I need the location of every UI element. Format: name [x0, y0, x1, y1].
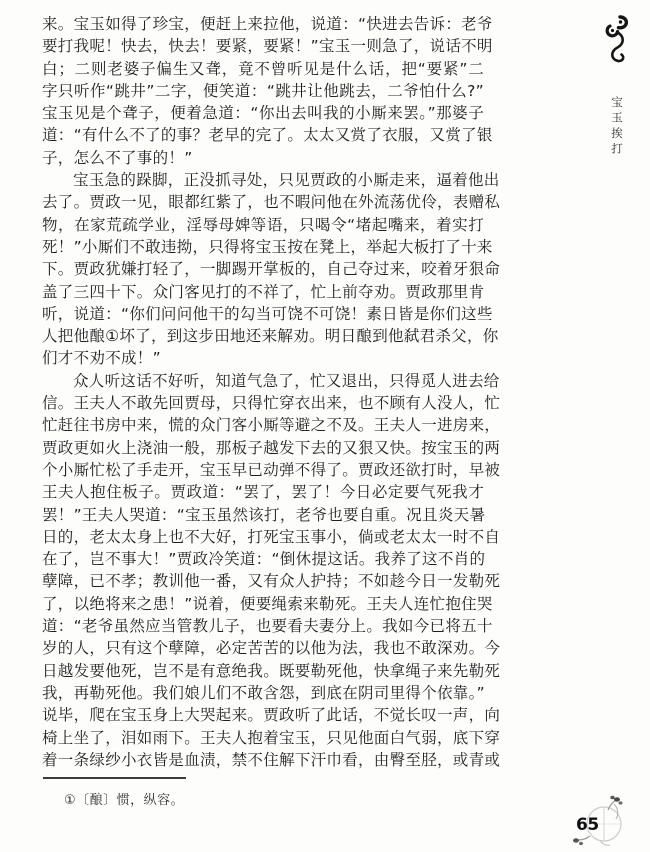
- text-line: 椅上坐了，泪如雨下。王夫人抱着宝玉，只见他面白气弱，底下穿: [42, 728, 501, 747]
- text-line: 忙赶往书房中来，慌的众门客小厮等避之不及。王夫人一进房来，: [42, 416, 501, 435]
- footnote-divider: [43, 777, 186, 779]
- text-line: 物，在家荒疏学业，淫辱母婢等语，只喝令“堵起嘴来，着实打: [42, 215, 484, 234]
- text-line: 岁的人，只有这个孽障，必定苦苦的以他为法，我也不敢深劝。今: [42, 639, 501, 658]
- text-line: 们才不劝不成！”: [42, 349, 161, 368]
- page-number: 65: [576, 815, 599, 835]
- text-line: 个小厮忙松了手走开，宝玉早已动弹不得了。贾政还欲打时，早被: [42, 460, 501, 479]
- text-line: 孽障，已不孝；教训他一番，又有众人护持；不如趁今日一发勒死: [42, 572, 501, 591]
- text-line: 人把他酿①坏了，到这步田地还来解劝。明日酿到他弑君杀父，你: [42, 327, 499, 346]
- footnote-text: ①〔酿〕惯，纵容。: [64, 793, 185, 808]
- text-line: 要打我呢！快去，快去！要紧，要紧！”宝玉一则急了，说话不明: [42, 37, 493, 56]
- text-line: 盖了三四十下。众门客见打的不祥了，忙上前夺劝。贾政那里肯: [42, 282, 485, 301]
- text-line: 来。宝玉如得了珍宝，便赶上来拉他，说道：“快进去告诉：老爷: [42, 15, 493, 33]
- text-line: 日越发要他死，岂不是有意绝我。既要勒死他，快拿绳子来先勒死: [42, 661, 501, 680]
- text-line: 在了，岂不事大！”贾政冷笑道：“倒休提这话。我养了这不肖的: [42, 550, 486, 569]
- text-line: 听，说道：“你们问问他干的勾当可饶不可饶！素日皆是你们这些: [42, 304, 493, 323]
- text-line: 众人听这话不好听，知道气急了，忙又退出，只得觅人进去给: [73, 371, 500, 390]
- body-text: [42, 13, 501, 771]
- header-flourish-icon: [599, 13, 635, 69]
- text-line: 宝玉急的跺脚，正没抓寻处，只见贾政的小厮走来，逼着他出: [73, 171, 500, 190]
- text-line: 贾政更如火上浇油一般，那板子越发下去的又狠又快。按宝玉的两: [42, 438, 501, 457]
- running-head: 宝玉挨打: [610, 96, 624, 158]
- text-line: 罢！”王夫人哭道：“宝玉虽然该打，老爷也要自重。况且炎天暑: [42, 505, 486, 524]
- text-line: 死！”小厮们不敢违拗，只得将宝玉按在凳上，举起大板打了十来: [42, 237, 493, 256]
- text-line: 说毕，爬在宝玉身上大哭起来。贾政听了此话，不觉长叹一声，向: [42, 706, 501, 725]
- text-line: 日的，老太太身上也不大好，打死宝玉事小，倘或老太太一时不自: [42, 527, 501, 546]
- text-line: 王夫人抱住板子。贾政道：“罢了，罢了！今日必定要气死我才: [42, 483, 484, 502]
- text-line: 下。贾政犹嫌打轻了，一脚踢开掌板的，自己夺过来，咬着牙狠命: [42, 260, 501, 279]
- page-number-ornament-icon: [556, 794, 646, 850]
- text-line: 子，怎么不了事的！”: [42, 148, 193, 167]
- text-line: 信。王夫人不敢先回贾母，只得忙穿衣出来，也不顾有人没人，忙: [42, 394, 501, 413]
- text-line: 道：“老爷虽然应当管教儿子，也要看夫妻分上。我如今已将五十: [42, 617, 493, 636]
- text-line: 着一条绿纱小衣皆是血渍，禁不住解下汗巾看，由臀至胫，或青或: [42, 750, 501, 769]
- text-line: 宝玉见是个聋子，便着急道：“你出去叫我的小厮来罢。”那婆子: [42, 104, 484, 123]
- text-line: 我，再勒死他。我们娘儿们不敢含怨，到底在阴司里得个依靠。”: [42, 683, 485, 702]
- text-line: 道：“有什么不了的事？老早的完了。太太又赏了衣服，又赏了银: [42, 126, 493, 145]
- page-number-emblem: [556, 794, 646, 850]
- text-line: 字只听作“跳井”二字，便笑道：“跳井让他跳去，二爷怕什么?”: [42, 81, 484, 100]
- text-line: 白；二则老婆子偏生又聋，竟不曾听见是什么话，把“要紧”二: [42, 59, 484, 78]
- text-line: 了，以绝将来之患！”说着，便要绳索来勒死。王夫人连忙抱住哭: [42, 594, 493, 613]
- text-line: 去了。贾政一见，眼都红紫了，也不暇问他在外流荡优伶，表赠私: [42, 193, 501, 212]
